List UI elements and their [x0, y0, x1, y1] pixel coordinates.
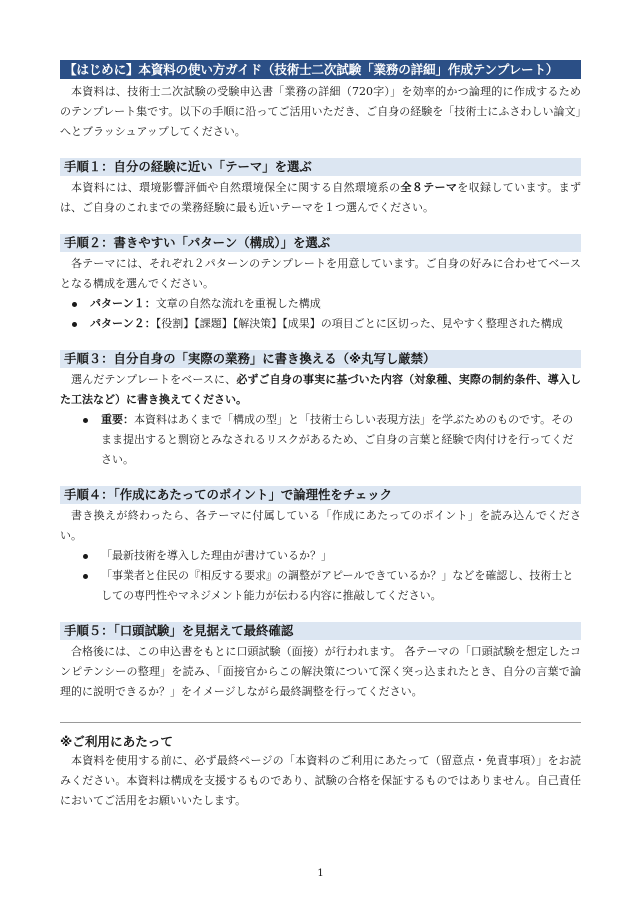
bullet-text: 本資料はあくまで「構成の型」と「技術士らしい表現方法」を学ぶためのものです。そのまま提出すると剽窃とみなされるリスクがあるため、ご自身の言葉と経験で肉付けを行ってください。: [101, 413, 574, 466]
step4-heading: 手順４：「作成にあたってのポイント」で論理性をチェック: [60, 486, 581, 504]
step3-text-bold: 必ずご自身の事実に基づいた内容（対象種、実際の制約条件、導入した工法など）に書き換えてください。: [60, 373, 581, 406]
page-number: 1: [317, 868, 324, 879]
bullet-icon: [83, 418, 88, 423]
step1-text-bold: 全８テーマ: [400, 181, 458, 194]
bullet-label: 重要：: [101, 413, 134, 426]
notice-heading: ※ご利用にあたって: [60, 734, 173, 749]
step3-heading: 手順３：自分自身の「実際の業務」に書き換える（※丸写し厳禁）: [60, 350, 581, 368]
step4-paragraph: 書き換えが終わったら、各テーマに付属している「作成にあたってのポイント」を読み込んでください。: [60, 509, 581, 542]
intro-paragraph: 本資料は、技術士二次試験の受験申込書「業務の詳細（720字）」を効率的かつ論理的に作成するためのテンプレート集です。以下の手順に沿ってご活用いただき、ご自身の経験を「技術士にふさわしい論文」へとブラッシュアップしてください。: [60, 85, 581, 138]
step1-paragraph: [60, 178, 581, 218]
step4-bullet-2: [60, 566, 581, 606]
step1-text-a: 本資料には、環境影響評価や自然環境保全に関する自然環境系の: [71, 181, 401, 194]
step2-heading: 手順２：書きやすい「パターン（構成）」を選ぶ: [60, 234, 581, 252]
step1-text-c: を収録しています。まずは、ご自身のこれまでの業務経験に最も近いテーマを１つ選んでください。: [60, 181, 582, 214]
step5-paragraph: 合格後には、この申込書をもとに口頭試験（面接）が行われます。 各テーマの「口頭試験を想定したコンピテンシーの整理」を読み、「面接官からこの解決策について深く突っ込まれたとき、自分の言葉で論理的に説明できるか？」をイメージしながら最終調整を行ってください。: [60, 645, 581, 698]
bullet-text: 【役割】【課題】【解決策】【成果】の項目ごとに区切った、見やすく整理された構成: [155, 317, 563, 330]
step4-bullet-1: [60, 546, 581, 566]
bullet-text: 「事業者と住民の『相反する要求』の調整がアピールできているか？」などを確認し、技術士としての専門性やマネジメント能力が伝わる内容に推敲してください。: [101, 569, 574, 602]
notice-paragraph: 本資料を使用する前に、必ず最終ページの「本資料のご利用にあたって（留意点・免責事項）」をお読みください。本資料は構成を支援するものであり、試験の合格を保証するものではありません。自己責任においてご活用をお願いいたします。: [60, 754, 581, 807]
step3-text-a: 選んだテンプレートをベースに、: [71, 373, 237, 386]
bullet-icon: [83, 554, 88, 559]
bullet-icon: [83, 574, 88, 579]
step2-paragraph: 各テーマには、それぞれ２パターンのテンプレートを用意しています。ご自身の好みに合わせてベースとなる構成を選んでください。: [60, 257, 581, 290]
bullet-label: パターン１：: [90, 297, 156, 310]
step3-bullet-list: [60, 410, 581, 470]
bullet-text: 「最新技術を導入した理由が書けているか？」: [101, 549, 332, 562]
document-page: [60, 60, 581, 811]
bullet-label: パターン２：: [90, 317, 156, 330]
bullet-text: 文章の自然な流れを重視した構成: [155, 297, 321, 310]
step3-paragraph: [60, 370, 581, 410]
step2-bullet-1: [60, 294, 581, 314]
step2-bullet-2: [60, 314, 581, 334]
step5-heading: 手順５：「口頭試験」を見据えて最終確認: [60, 622, 581, 640]
bullet-icon: [72, 322, 77, 327]
bullet-icon: [72, 302, 77, 307]
step2-bullet-list: [60, 294, 581, 334]
step3-bullet-1: [60, 410, 581, 470]
document-title: 【はじめに】本資料の使い方ガイド（技術士二次試験「業務の詳細」作成テンプレート）: [60, 60, 581, 79]
step1-heading: 手順１：自分の経験に近い「テーマ」を選ぶ: [60, 158, 581, 176]
step4-bullet-list: [60, 546, 581, 606]
